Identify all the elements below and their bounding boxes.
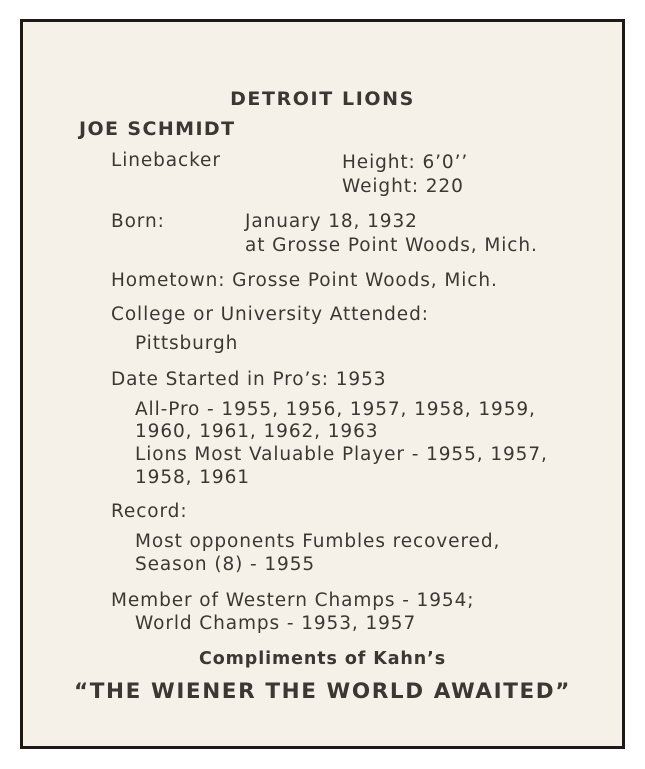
born-place: at Grosse Point Woods, Mich. [245, 235, 538, 256]
weight: Weight: 220 [342, 176, 464, 197]
record-label: Record: [111, 501, 188, 522]
hometown: Hometown: Grosse Point Woods, Mich. [111, 270, 498, 291]
honor-line: 1960, 1961, 1962, 1963 [135, 421, 379, 442]
height: Height: 6’0’’ [342, 152, 469, 173]
college-label: College or University Attended: [111, 304, 429, 325]
compliments: Compliments of Kahn’s [198, 649, 447, 669]
position: Linebacker [111, 150, 221, 171]
champs-line: World Champs - 1953, 1957 [135, 613, 417, 634]
born-label: Born: [111, 211, 165, 232]
born-date: January 18, 1932 [245, 211, 418, 232]
pro-start: Date Started in Pro’s: 1953 [111, 369, 387, 390]
honor-line: All-Pro - 1955, 1956, 1957, 1958, 1959, [135, 399, 536, 420]
card-back [20, 19, 625, 749]
college-name: Pittsburgh [135, 333, 239, 354]
honor-line: Lions Most Valuable Player - 1955, 1957, [135, 444, 548, 465]
champs-line: Member of Western Champs - 1954; [111, 590, 475, 611]
player-name: JOE SCHMIDT [79, 118, 236, 140]
honor-line: 1958, 1961 [135, 467, 250, 488]
team-name: DETROIT LIONS [230, 88, 415, 110]
record-line: Season (8) - 1955 [135, 554, 316, 575]
slogan: “THE WIENER THE WORLD AWAITED” [74, 679, 571, 704]
record-line: Most opponents Fumbles recovered, [135, 531, 501, 552]
